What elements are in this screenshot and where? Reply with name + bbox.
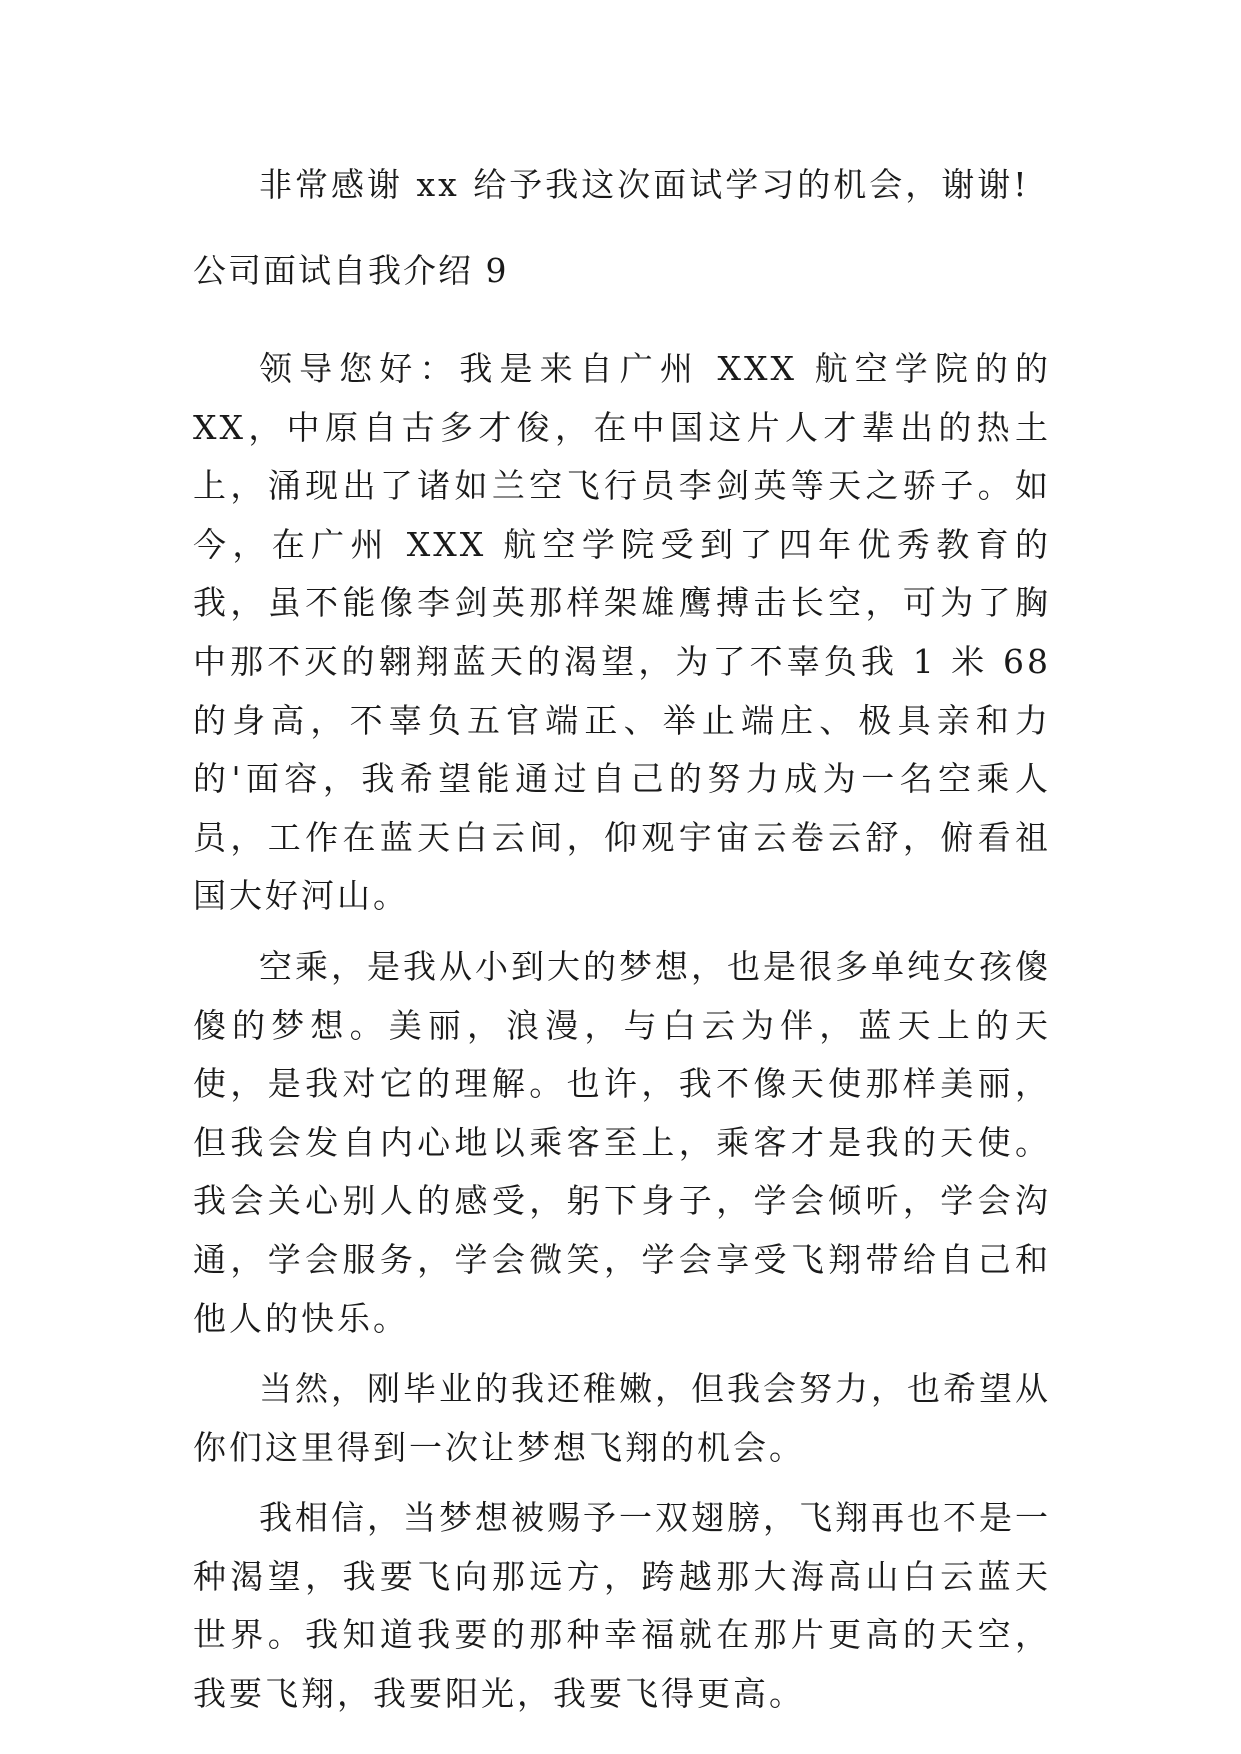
paragraph: 当然，刚毕业的我还稚嫩，但我会努力，也希望从你们这里得到一次让梦想飞翔的机会。 bbox=[193, 1369, 1051, 1467]
paragraph: 空乘，是我从小到大的梦想，也是很多单纯女孩傻傻的梦想。美丽，浪漫，与白云为伴，蓝天上的天使，是我对它的理解。也许，我不像天使那样美丽，但我会发自内心地以乘客至上，乘客才是我的天使。我会关心别人的感受，躬下身子，学会倾听，学会沟通，学会服务，学会微笑，学会享受飞翔带给自己和他人的快乐。 bbox=[193, 946, 1051, 1338]
paragraph: 领导您好：我是来自广州 XXX 航空学院的的 XX，中原自古多才俊，在中国这片人才辈出的热土上，涌现出了诸如兰空飞行员李剑英等天之骄子。如今，在广州 XXX 航空学院受到了四年优秀教育的我，虽不能像李剑英那样架雄鹰搏击长空，可为了胸中那不灭的翱翔蓝天的渴望，为了不辜负我 1 米 68 的身高，不辜负五官端正、举止端庄、极具亲和力的'面容，我希望能通过自己的努力成为一名空乘人员，工作在蓝天白云间，仰观宇宙云卷云舒，俯看祖国大好河山。 bbox=[193, 349, 1051, 916]
body-text bbox=[193, 340, 1051, 1724]
closing-line: 非常感谢 xx 给予我这次面试学习的机会，谢谢! bbox=[259, 165, 1030, 204]
section-heading: 公司面试自我介绍 9 bbox=[193, 251, 509, 290]
paragraph: 我相信，当梦想被赐予一双翅膀，飞翔再也不是一种渴望，我要飞向那远方，跨越那大海高山白云蓝天世界。我知道我要的那种幸福就在那片更高的天空，我要飞翔，我要阳光，我要飞得更高。 bbox=[193, 1498, 1051, 1714]
